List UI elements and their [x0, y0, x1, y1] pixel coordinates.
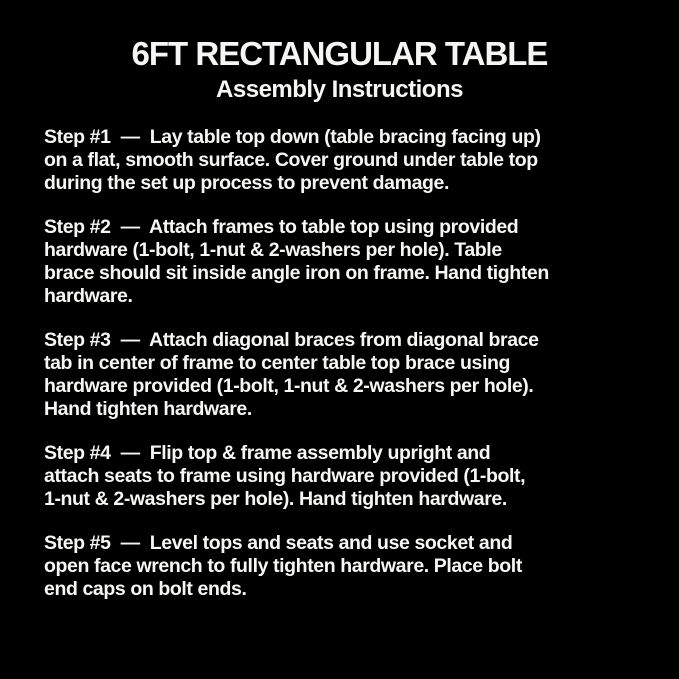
step-line: 1-nut & 2-washers per hole). Hand tighten hardware.: [44, 488, 507, 510]
step-line: hardware.: [44, 285, 133, 307]
step-line: Step #4 — Flip top & frame assembly upright and: [44, 442, 491, 464]
steps-list: [44, 126, 653, 601]
step-paragraph-4: [44, 442, 653, 511]
step-line: during the set up process to prevent damage.: [44, 172, 449, 194]
step-line: hardware provided (1-bolt, 1-nut & 2-washers per hole).: [44, 375, 534, 397]
step-line: open face wrench to fully tighten hardware. Place bolt: [44, 555, 522, 577]
step-line: Step #2 — Attach frames to table top using provided: [44, 216, 519, 238]
step-line: tab in center of frame to center table top brace using: [44, 352, 510, 374]
step-paragraph-1: [44, 126, 653, 195]
step-line: Step #1 — Lay table top down (table bracing facing up): [44, 126, 541, 148]
step-paragraph-2: [44, 216, 653, 308]
step-line: attach seats to frame using hardware provided (1-bolt,: [44, 465, 526, 487]
step-line: Hand tighten hardware.: [44, 398, 252, 420]
step-line: end caps on bolt ends.: [44, 578, 247, 600]
poster-subtitle: Assembly Instructions: [216, 76, 463, 103]
step-line: Step #3 — Attach diagonal braces from diagonal brace: [44, 329, 539, 351]
step-line: brace should sit inside angle iron on frame. Hand tighten: [44, 262, 549, 284]
step-paragraph-3: [44, 329, 653, 421]
step-line: on a flat, smooth surface. Cover ground under table top: [44, 149, 538, 171]
step-line: hardware (1-bolt, 1-nut & 2-washers per hole). Table: [44, 239, 502, 261]
step-line: Step #5 — Level tops and seats and use socket and: [44, 532, 513, 554]
step-paragraph-5: [44, 532, 653, 601]
poster-title: 6FT RECTANGULAR TABLE: [131, 35, 548, 72]
